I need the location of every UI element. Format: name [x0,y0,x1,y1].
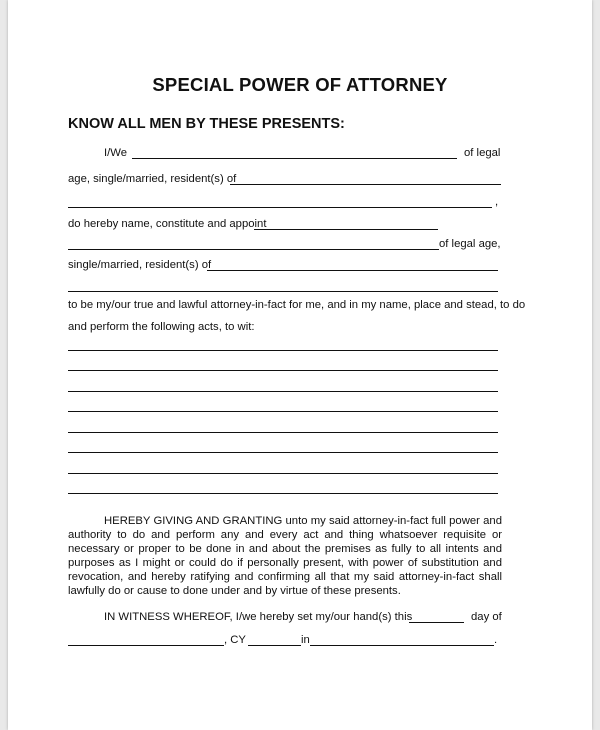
acts-blank-line [68,473,498,474]
grant-paragraph: HEREBY GIVING AND GRANTING unto my said attorney-in-fact full power and authority to do and perform any and every act and thing whatsoever requisite or necessary or proper to be done in and about the premises as fully to all intents and purposes as I might or could do if personally present, with power of substitution and revocation, and hereby ratifying and confirming all that my said attorney-in-fact shall lawfully do or cause to done under and by virtue of these presents. [68,515,502,597]
line7-text: and perform the following acts, to wit: [68,321,255,333]
document-subtitle: KNOW ALL MEN BY THESE PRESENTS: [68,116,345,132]
month-blank [68,645,224,646]
acts-blank-line [68,411,498,412]
witness-suffix: day of [471,611,502,623]
attorney-name-blank [254,229,438,230]
witness-prefix: IN WITNESS WHEREOF, I/we hereby set my/our hand(s) this [104,611,413,623]
address-blank [68,207,492,208]
acts-blank-line [68,432,498,433]
document-title: SPECIAL POWER OF ATTORNEY [152,74,448,95]
acts-blank-line [68,350,498,351]
place-blank [310,645,494,646]
line1-suffix: of legal [464,147,501,159]
end-period: . [494,634,498,646]
day-blank [409,622,464,623]
line1-prefix: I/We [104,147,128,159]
acts-blank-line [68,452,498,453]
year-blank [248,645,301,646]
attorney-residence-blank [207,270,498,271]
document-page [8,0,592,730]
in-label: in [301,634,310,646]
acts-blank-line [68,493,498,494]
name-blank [132,158,457,159]
line2-prefix: age, single/married, resident(s) of [68,173,237,185]
line5-prefix: single/married, resident(s) of [68,259,212,271]
acts-blank-line [68,391,498,392]
residence-blank [230,184,501,185]
line6-text: to be my/our true and lawful attorney-in-fact for me, and in my name, place and stead, to do [68,299,526,311]
attorney-name-blank-2 [68,249,439,250]
acts-blank-line [68,370,498,371]
line4-prefix: do hereby name, constitute and appoint [68,218,267,230]
attorney-address-blank [68,291,498,292]
line4-suffix: of legal age, [439,238,501,250]
line3-comma: , [495,196,499,208]
cy-label: , CY [224,634,246,646]
